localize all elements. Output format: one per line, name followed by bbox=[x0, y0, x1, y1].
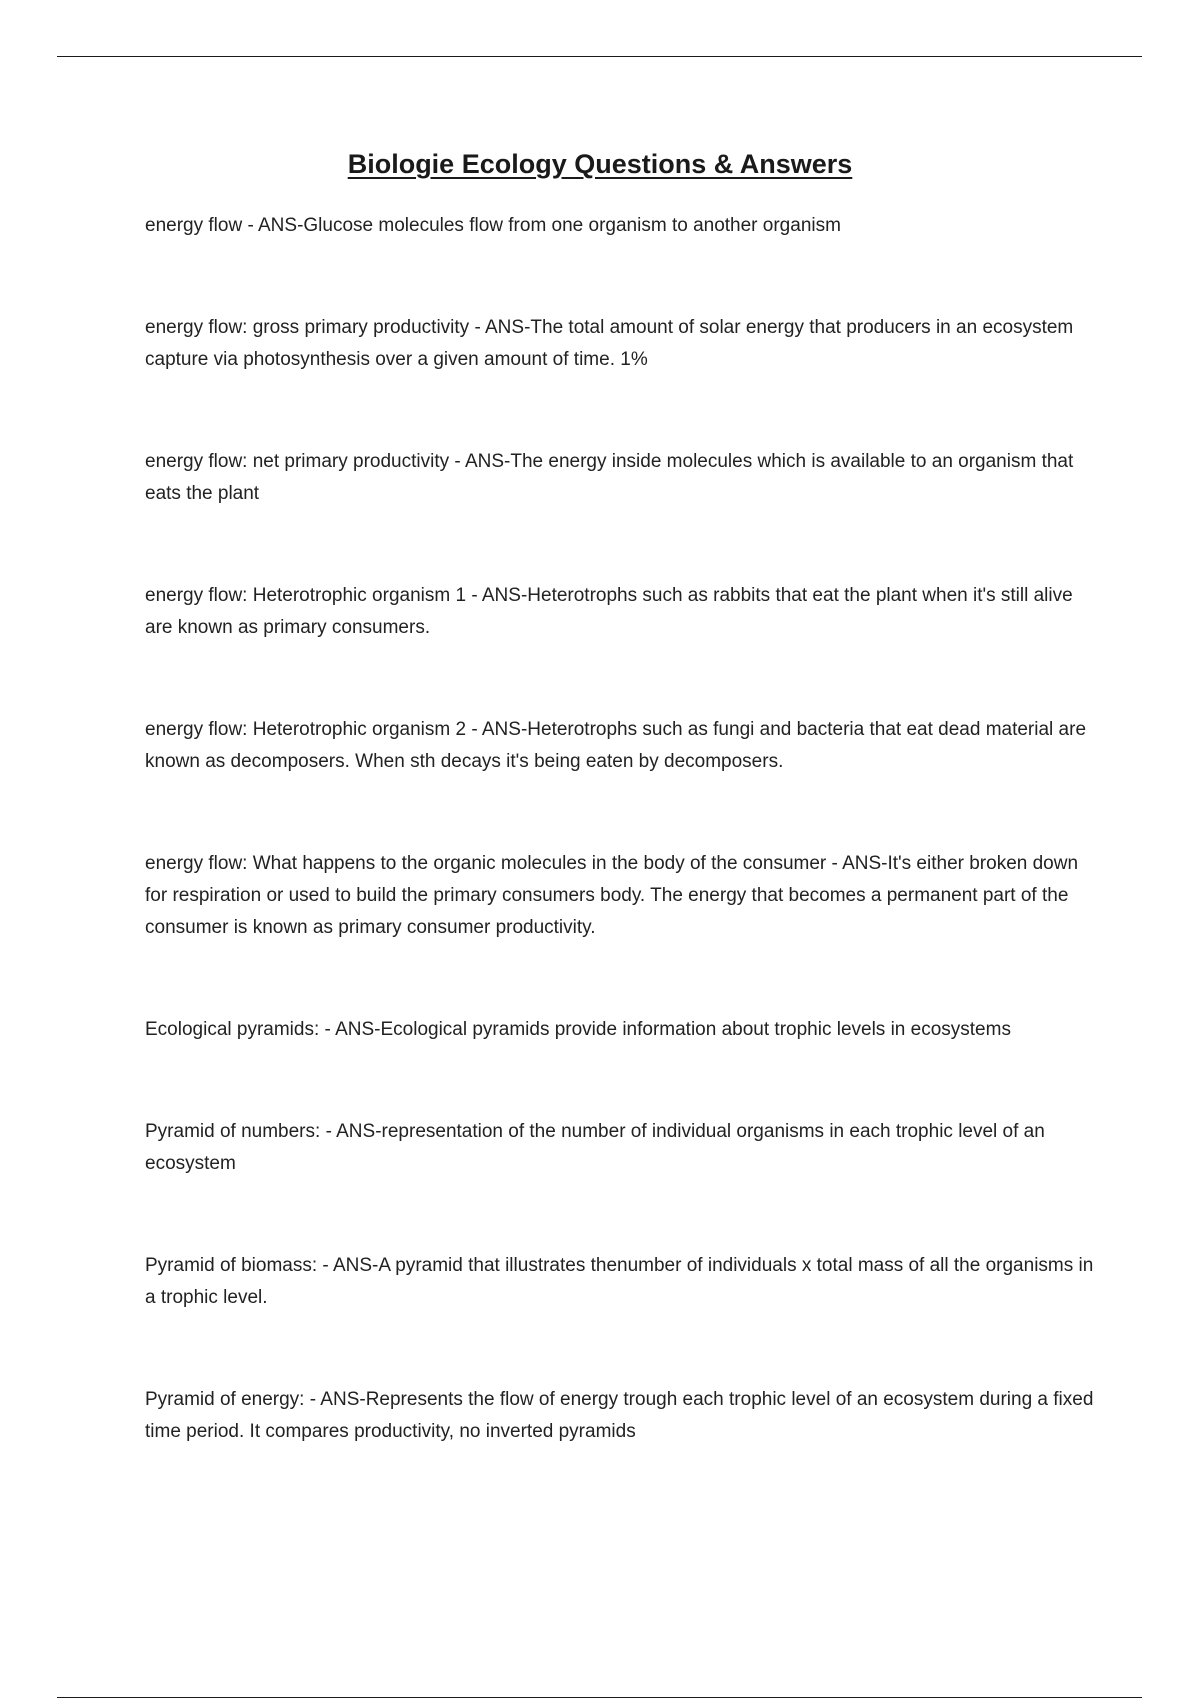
answer-text: A pyramid that illustrates thenumber of individuals x total mass of all the organisms in a trophic level. bbox=[145, 1255, 1094, 1308]
answer-text: It's either broken down for respiration or used to build the primary consumers body. The energy that becomes a permanent part of the consumer is known as primary consumer productivity. bbox=[145, 853, 1079, 938]
question-text: energy flow: gross primary productivity bbox=[145, 317, 470, 338]
qa-entry bbox=[145, 1116, 1095, 1180]
answer-text: Glucose molecules flow from one organism to another organism bbox=[303, 215, 841, 236]
answer-text: The energy inside molecules which is available to an organism that eats the plant bbox=[145, 451, 1074, 504]
answer-separator: - ANS- bbox=[466, 719, 528, 740]
answer-text: Heterotrophs such as rabbits that eat the plant when it's still alive are known as primary consumers. bbox=[145, 585, 1073, 638]
question-text: Pyramid of biomass: bbox=[145, 1255, 318, 1276]
answer-text: The total amount of solar energy that producers in an ecosystem capture via photosynthesis over a given amount of time. 1% bbox=[145, 317, 1074, 370]
answer-separator: - ANS- bbox=[317, 1255, 379, 1276]
answer-separator: - ANS- bbox=[826, 853, 888, 874]
answer-separator: - ANS- bbox=[449, 451, 511, 472]
question-text: Pyramid of energy: bbox=[145, 1389, 305, 1410]
answer-text: Ecological pyramids provide information about trophic levels in ecosystems bbox=[380, 1019, 1011, 1040]
answer-separator: - ANS- bbox=[304, 1389, 366, 1410]
qa-entry bbox=[145, 210, 1095, 242]
question-text: energy flow bbox=[145, 215, 243, 236]
qa-entry bbox=[145, 1014, 1095, 1046]
answer-separator: - ANS- bbox=[466, 585, 528, 606]
question-text: Pyramid of numbers: bbox=[145, 1121, 321, 1142]
answer-separator: - ANS- bbox=[319, 1019, 381, 1040]
question-text: energy flow: What happens to the organic molecules in the body of the consumer bbox=[145, 853, 827, 874]
question-text: Ecological pyramids: bbox=[145, 1019, 320, 1040]
answer-separator: - ANS- bbox=[469, 317, 531, 338]
document-title: Biologie Ecology Questions & Answers bbox=[347, 149, 853, 179]
qa-entry bbox=[145, 848, 1095, 944]
answer-separator: - ANS- bbox=[320, 1121, 382, 1142]
qa-entry bbox=[145, 1250, 1095, 1314]
header-rule bbox=[57, 56, 1142, 57]
question-text: energy flow: Heterotrophic organism 1 bbox=[145, 585, 467, 606]
qa-entry bbox=[145, 580, 1095, 644]
question-text: energy flow: net primary productivity bbox=[145, 451, 450, 472]
answer-text: representation of the number of individual organisms in each trophic level of an ecosystem bbox=[145, 1121, 1045, 1174]
footer-rule bbox=[57, 1697, 1142, 1698]
answer-separator: - ANS- bbox=[242, 215, 304, 236]
qa-entry bbox=[145, 714, 1095, 778]
answer-text: Represents the flow of energy trough each trophic level of an ecosystem during a fixed time period. It compares productivity, no inverted pyramids bbox=[145, 1389, 1094, 1442]
question-text: energy flow: Heterotrophic organism 2 bbox=[145, 719, 467, 740]
qa-list bbox=[145, 210, 1095, 1518]
answer-text: Heterotrophs such as fungi and bacteria that eat dead material are known as decomposers. When sth decays it's being eaten by decomposers. bbox=[145, 719, 1087, 772]
qa-entry bbox=[145, 312, 1095, 376]
qa-entry bbox=[145, 446, 1095, 510]
qa-entry bbox=[145, 1384, 1095, 1448]
